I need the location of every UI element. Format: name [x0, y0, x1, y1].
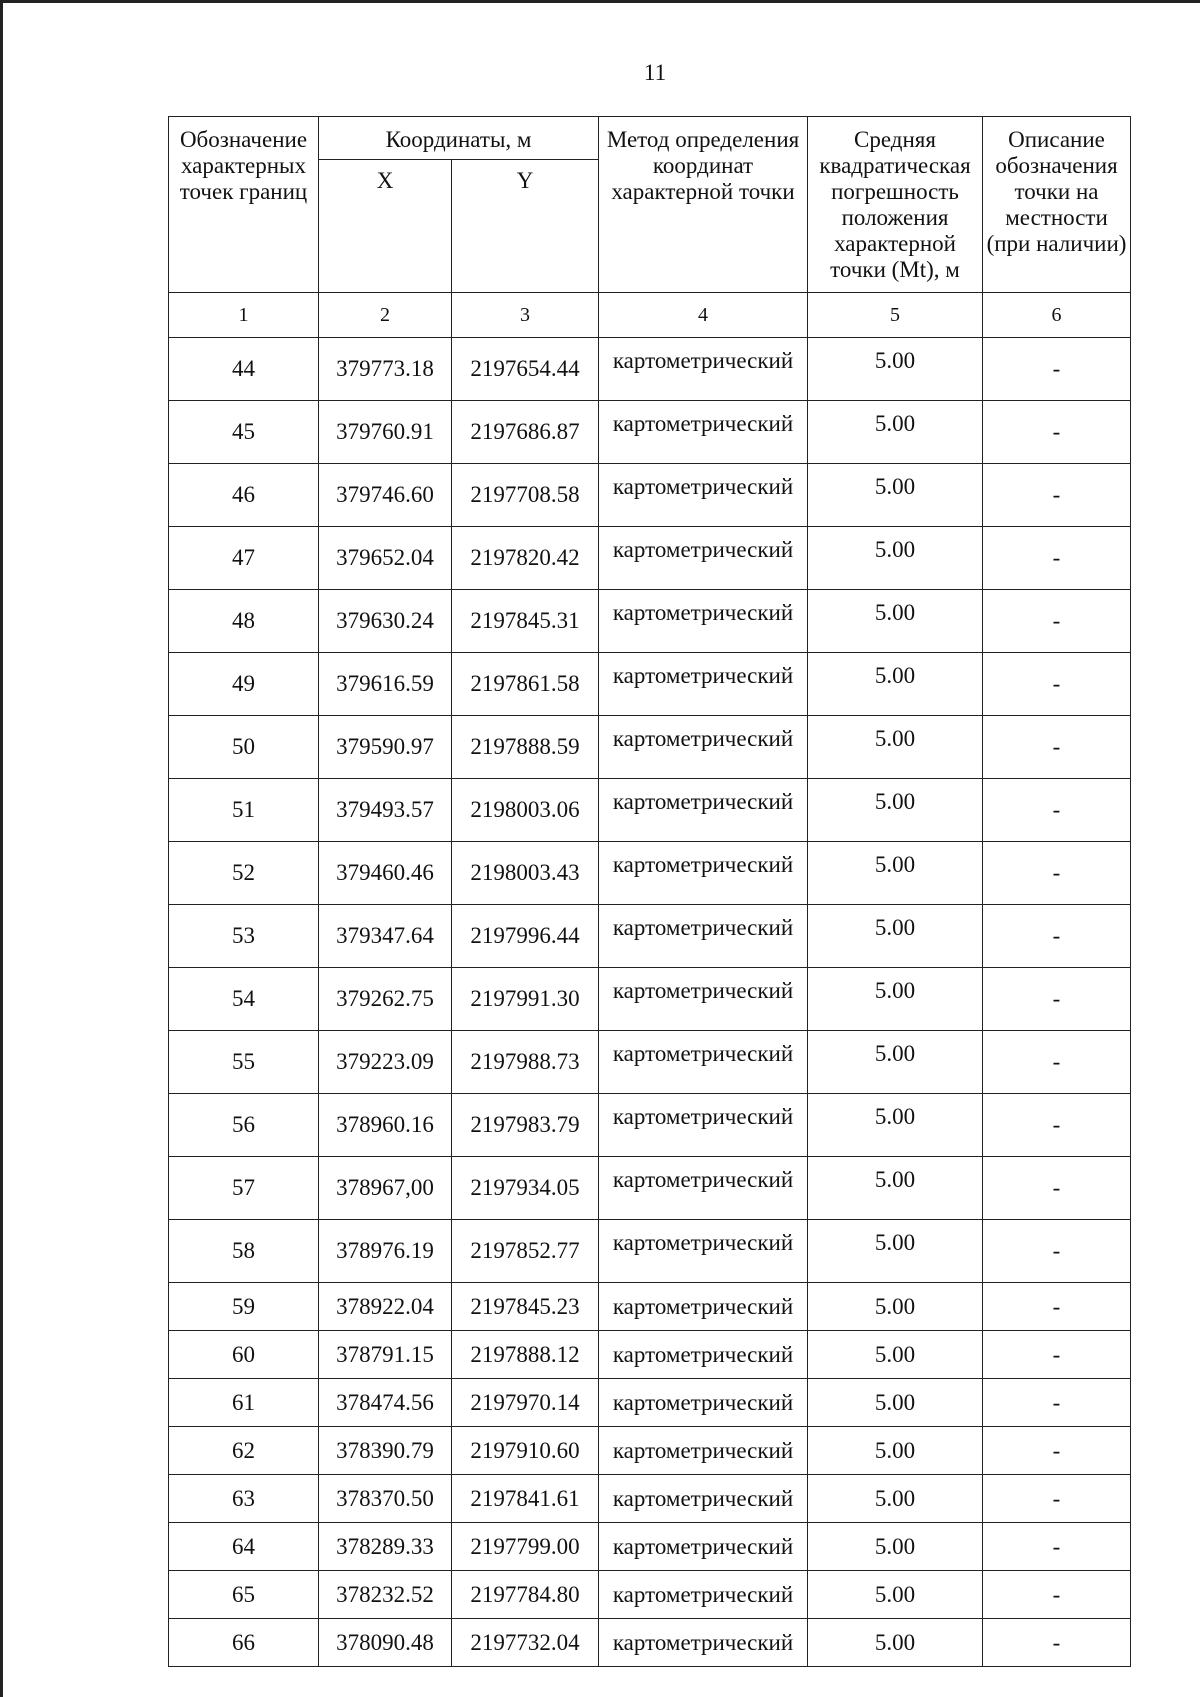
coordinate-x: 378474.56 — [319, 1379, 452, 1427]
coordinate-x: 379616.59 — [319, 653, 452, 716]
method: картометрический — [599, 338, 808, 401]
mean-error: 5.00 — [808, 779, 983, 842]
point-description: - — [983, 527, 1131, 590]
header-x: X — [319, 160, 452, 293]
table-row — [169, 968, 1131, 1031]
coordinate-y: 2197654.44 — [452, 338, 599, 401]
point-description: - — [983, 464, 1131, 527]
point-description: - — [983, 1283, 1131, 1331]
coordinate-y: 2197820.42 — [452, 527, 599, 590]
coordinate-y: 2197841.61 — [452, 1475, 599, 1523]
table-row — [169, 590, 1131, 653]
method: картометрический — [599, 1283, 808, 1331]
coordinate-y: 2197983.79 — [452, 1094, 599, 1157]
table-row — [169, 1523, 1131, 1571]
method: картометрический — [599, 1094, 808, 1157]
table-body — [169, 338, 1131, 1667]
coordinate-x: 378791.15 — [319, 1331, 452, 1379]
mean-error: 5.00 — [808, 842, 983, 905]
mean-error: 5.00 — [808, 1331, 983, 1379]
point-number: 64 — [169, 1523, 319, 1571]
point-description: - — [983, 1379, 1131, 1427]
coordinate-y: 2197888.12 — [452, 1331, 599, 1379]
coordinate-x: 379347.64 — [319, 905, 452, 968]
coordinate-y: 2197708.58 — [452, 464, 599, 527]
mean-error: 5.00 — [808, 1031, 983, 1094]
header-method: Метод определения координат характерной точки — [599, 117, 808, 293]
table-row — [169, 716, 1131, 779]
method: картометрический — [599, 1379, 808, 1427]
point-description: - — [983, 1571, 1131, 1619]
point-description: - — [983, 401, 1131, 464]
method: картометрический — [599, 1220, 808, 1283]
mean-error: 5.00 — [808, 1379, 983, 1427]
point-number: 60 — [169, 1331, 319, 1379]
method: картометрический — [599, 1427, 808, 1475]
point-description: - — [983, 779, 1131, 842]
coordinates-table — [168, 116, 1131, 1667]
point-description: - — [983, 1094, 1131, 1157]
table-row — [169, 1475, 1131, 1523]
column-numbers-row — [169, 293, 1131, 338]
coordinate-x: 379746.60 — [319, 464, 452, 527]
method: картометрический — [599, 905, 808, 968]
mean-error: 5.00 — [808, 1220, 983, 1283]
point-description: - — [983, 338, 1131, 401]
table-row — [169, 653, 1131, 716]
header-coordinates: Координаты, м — [319, 117, 599, 160]
coordinate-y: 2197845.31 — [452, 590, 599, 653]
coordinate-y: 2197988.73 — [452, 1031, 599, 1094]
coordinate-y: 2197996.44 — [452, 905, 599, 968]
mean-error: 5.00 — [808, 968, 983, 1031]
point-number: 44 — [169, 338, 319, 401]
table-row — [169, 527, 1131, 590]
coordinate-y: 2197845.23 — [452, 1283, 599, 1331]
method: картометрический — [599, 590, 808, 653]
mean-error: 5.00 — [808, 1283, 983, 1331]
column-number: 4 — [599, 293, 808, 338]
column-number: 5 — [808, 293, 983, 338]
mean-error: 5.00 — [808, 590, 983, 653]
coordinate-x: 379760.91 — [319, 401, 452, 464]
coordinate-x: 379460.46 — [319, 842, 452, 905]
point-description: - — [983, 1475, 1131, 1523]
point-description: - — [983, 1031, 1131, 1094]
mean-error: 5.00 — [808, 905, 983, 968]
mean-error: 5.00 — [808, 1094, 983, 1157]
column-number: 3 — [452, 293, 599, 338]
point-number: 61 — [169, 1379, 319, 1427]
coordinate-y: 2198003.43 — [452, 842, 599, 905]
table-row — [169, 779, 1131, 842]
point-description: - — [983, 1427, 1131, 1475]
page-border-top — [0, 0, 1200, 3]
table-row — [169, 464, 1131, 527]
coordinate-x: 379493.57 — [319, 779, 452, 842]
column-number: 6 — [983, 293, 1131, 338]
point-description: - — [983, 590, 1131, 653]
point-number: 46 — [169, 464, 319, 527]
table-row — [169, 1571, 1131, 1619]
point-number: 63 — [169, 1475, 319, 1523]
point-number: 57 — [169, 1157, 319, 1220]
column-number: 1 — [169, 293, 319, 338]
mean-error: 5.00 — [808, 716, 983, 779]
point-description: - — [983, 1157, 1131, 1220]
coordinate-x: 379652.04 — [319, 527, 452, 590]
point-description: - — [983, 1523, 1131, 1571]
point-description: - — [983, 905, 1131, 968]
point-number: 45 — [169, 401, 319, 464]
point-number: 50 — [169, 716, 319, 779]
point-description: - — [983, 968, 1131, 1031]
coordinate-y: 2198003.06 — [452, 779, 599, 842]
coordinate-x: 378976.19 — [319, 1220, 452, 1283]
point-description: - — [983, 1331, 1131, 1379]
coordinate-y: 2197784.80 — [452, 1571, 599, 1619]
coordinate-x: 378289.33 — [319, 1523, 452, 1571]
method: картометрический — [599, 653, 808, 716]
coordinate-y: 2197686.87 — [452, 401, 599, 464]
mean-error: 5.00 — [808, 338, 983, 401]
point-number: 53 — [169, 905, 319, 968]
page-border-left — [0, 0, 3, 1697]
table-row — [169, 1031, 1131, 1094]
table-row — [169, 401, 1131, 464]
point-number: 54 — [169, 968, 319, 1031]
method: картометрический — [599, 527, 808, 590]
method: картометрический — [599, 1523, 808, 1571]
mean-error: 5.00 — [808, 527, 983, 590]
point-number: 47 — [169, 527, 319, 590]
coordinate-x: 378967,00 — [319, 1157, 452, 1220]
mean-error: 5.00 — [808, 1475, 983, 1523]
point-number: 48 — [169, 590, 319, 653]
point-description: - — [983, 653, 1131, 716]
coordinate-y: 2197970.14 — [452, 1379, 599, 1427]
header-y: Y — [452, 160, 599, 293]
mean-error: 5.00 — [808, 1619, 983, 1667]
method: картометрический — [599, 1031, 808, 1094]
coordinate-x: 378370.50 — [319, 1475, 452, 1523]
header-description: Описание обозначения точки на местности (при наличии) — [983, 117, 1131, 293]
point-description: - — [983, 1220, 1131, 1283]
header-designation: Обозначение характерных точек границ — [169, 117, 319, 293]
header-error: Средняя квадратическая погрешность положения характерной точки (Mt), м — [808, 117, 983, 293]
point-number: 52 — [169, 842, 319, 905]
method: картометрический — [599, 1619, 808, 1667]
method: картометрический — [599, 1475, 808, 1523]
table-row — [169, 1427, 1131, 1475]
point-description: - — [983, 1619, 1131, 1667]
mean-error: 5.00 — [808, 1157, 983, 1220]
table-row — [169, 1619, 1131, 1667]
method: картометрический — [599, 464, 808, 527]
table-row — [169, 1283, 1131, 1331]
point-number: 55 — [169, 1031, 319, 1094]
method: картометрический — [599, 842, 808, 905]
coordinate-x: 378960.16 — [319, 1094, 452, 1157]
coordinate-y: 2197934.05 — [452, 1157, 599, 1220]
coordinate-x: 379262.75 — [319, 968, 452, 1031]
coordinate-y: 2197799.00 — [452, 1523, 599, 1571]
point-number: 59 — [169, 1283, 319, 1331]
coordinate-y: 2197861.58 — [452, 653, 599, 716]
method: картометрический — [599, 968, 808, 1031]
coordinate-x: 378390.79 — [319, 1427, 452, 1475]
method: картометрический — [599, 779, 808, 842]
mean-error: 5.00 — [808, 1571, 983, 1619]
point-number: 49 — [169, 653, 319, 716]
method: картометрический — [599, 1157, 808, 1220]
point-number: 62 — [169, 1427, 319, 1475]
table-row — [169, 842, 1131, 905]
coordinate-x: 378232.52 — [319, 1571, 452, 1619]
point-description: - — [983, 842, 1131, 905]
method: картометрический — [599, 1331, 808, 1379]
table-row — [169, 1094, 1131, 1157]
mean-error: 5.00 — [808, 1427, 983, 1475]
column-number: 2 — [319, 293, 452, 338]
coordinate-y: 2197732.04 — [452, 1619, 599, 1667]
coordinate-y: 2197991.30 — [452, 968, 599, 1031]
table-row — [169, 1220, 1131, 1283]
point-number: 65 — [169, 1571, 319, 1619]
coordinate-y: 2197910.60 — [452, 1427, 599, 1475]
mean-error: 5.00 — [808, 464, 983, 527]
coordinate-x: 378090.48 — [319, 1619, 452, 1667]
point-number: 56 — [169, 1094, 319, 1157]
method: картометрический — [599, 716, 808, 779]
point-number: 51 — [169, 779, 319, 842]
coordinate-x: 379773.18 — [319, 338, 452, 401]
mean-error: 5.00 — [808, 653, 983, 716]
coordinate-y: 2197852.77 — [452, 1220, 599, 1283]
coordinate-x: 379223.09 — [319, 1031, 452, 1094]
table-row — [169, 905, 1131, 968]
mean-error: 5.00 — [808, 401, 983, 464]
coordinate-x: 379630.24 — [319, 590, 452, 653]
coordinate-x: 379590.97 — [319, 716, 452, 779]
coordinate-y: 2197888.59 — [452, 716, 599, 779]
coordinate-x: 378922.04 — [319, 1283, 452, 1331]
point-number: 66 — [169, 1619, 319, 1667]
method: картометрический — [599, 1571, 808, 1619]
table-header-row — [169, 117, 1131, 160]
method: картометрический — [599, 401, 808, 464]
table-row — [169, 338, 1131, 401]
point-number: 58 — [169, 1220, 319, 1283]
page-number: 11 — [643, 60, 667, 85]
table-row — [169, 1331, 1131, 1379]
table-row — [169, 1379, 1131, 1427]
point-description: - — [983, 716, 1131, 779]
table-row — [169, 1157, 1131, 1220]
mean-error: 5.00 — [808, 1523, 983, 1571]
